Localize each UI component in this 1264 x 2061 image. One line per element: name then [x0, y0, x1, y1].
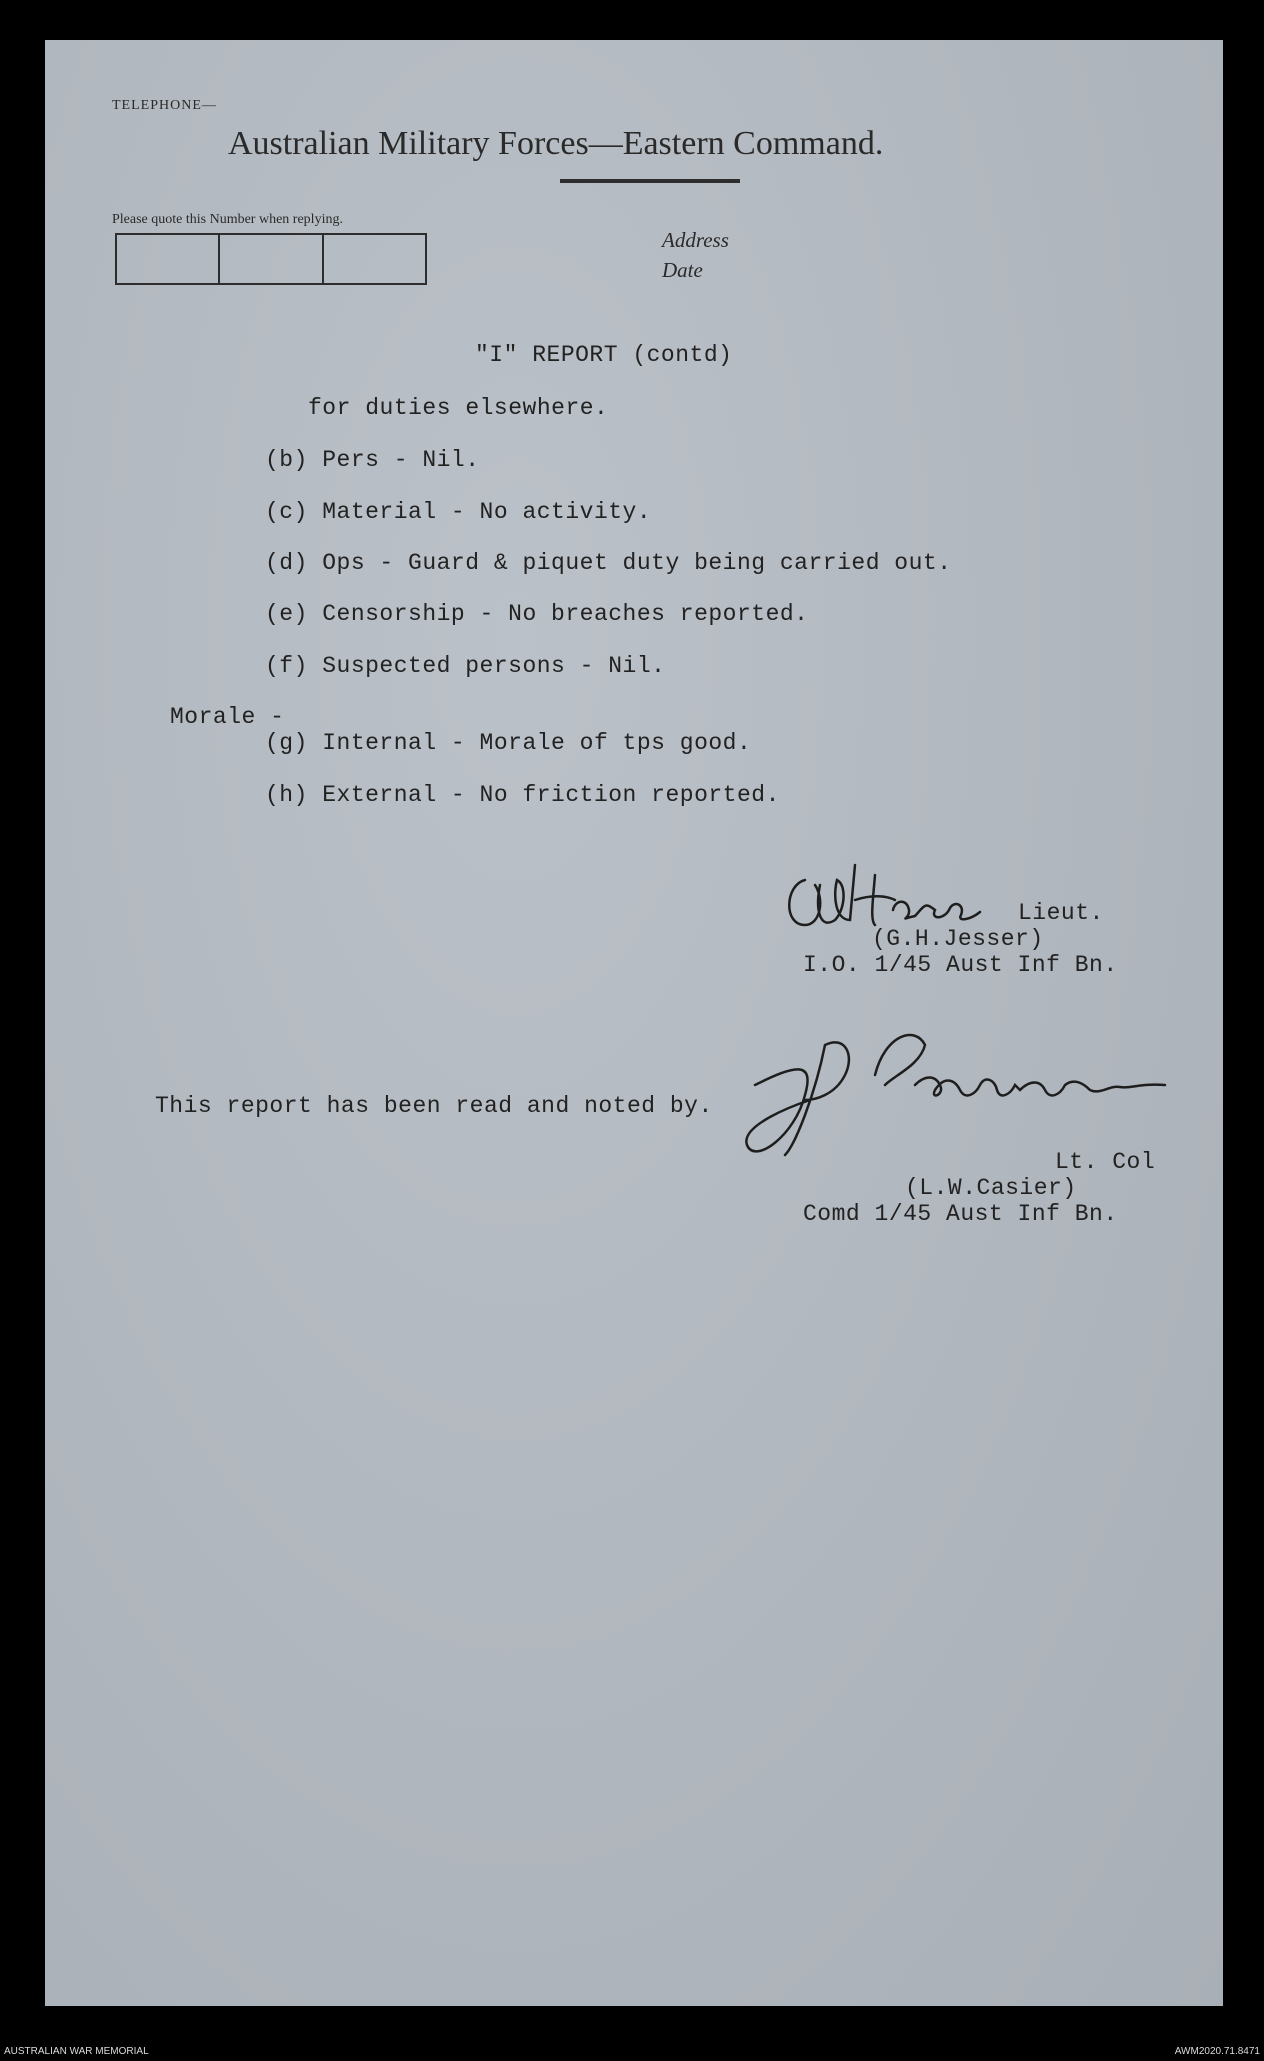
report-item: (c) Material - No activity. — [265, 499, 652, 525]
address-label: Address — [662, 228, 729, 252]
report-item: (b) Pers - Nil. — [265, 447, 480, 473]
document-page — [45, 40, 1223, 2006]
morale-label: Morale - — [170, 704, 285, 730]
date-label: Date — [662, 258, 703, 282]
morale-item: (h) External - No friction reported. — [265, 782, 780, 808]
report-heading: "I" REPORT (contd) — [475, 342, 733, 368]
reference-cell — [117, 235, 220, 283]
reference-cell — [324, 235, 425, 283]
letterhead-title: Australian Military Forces—Eastern Command. — [228, 125, 884, 162]
reference-cell — [220, 235, 323, 283]
signature2-position: Comd 1/45 Aust Inf Bn. — [803, 1201, 1118, 1227]
telephone-label: TELEPHONE— — [112, 98, 217, 113]
report-item: (f) Suspected persons - Nil. — [265, 653, 666, 679]
morale-item: (g) Internal - Morale of tps good. — [265, 730, 752, 756]
signature1-position: I.O. 1/45 Aust Inf Bn. — [803, 952, 1118, 978]
report-item: (d) Ops - Guard & piquet duty being carried out. — [265, 550, 952, 576]
title-underline — [560, 179, 740, 183]
report-continuation: for duties elsewhere. — [308, 395, 609, 421]
footer-accession-number: AWM2020.71.8471 — [1174, 2046, 1260, 2057]
signature2-rank: Lt. Col — [1055, 1149, 1156, 1175]
report-item: (e) Censorship - No breaches reported. — [265, 601, 809, 627]
quote-number-note: Please quote this Number when replying. — [112, 212, 343, 227]
noted-statement: This report has been read and noted by. — [155, 1093, 713, 1119]
signature1-rank: Lieut. — [1018, 900, 1104, 926]
reference-number-box — [115, 233, 427, 285]
footer-credit: AUSTRALIAN WAR MEMORIAL — [4, 2046, 149, 2057]
signature2-name: (L.W.Casier) — [905, 1175, 1077, 1201]
signature1-name: (G.H.Jesser) — [872, 926, 1044, 952]
